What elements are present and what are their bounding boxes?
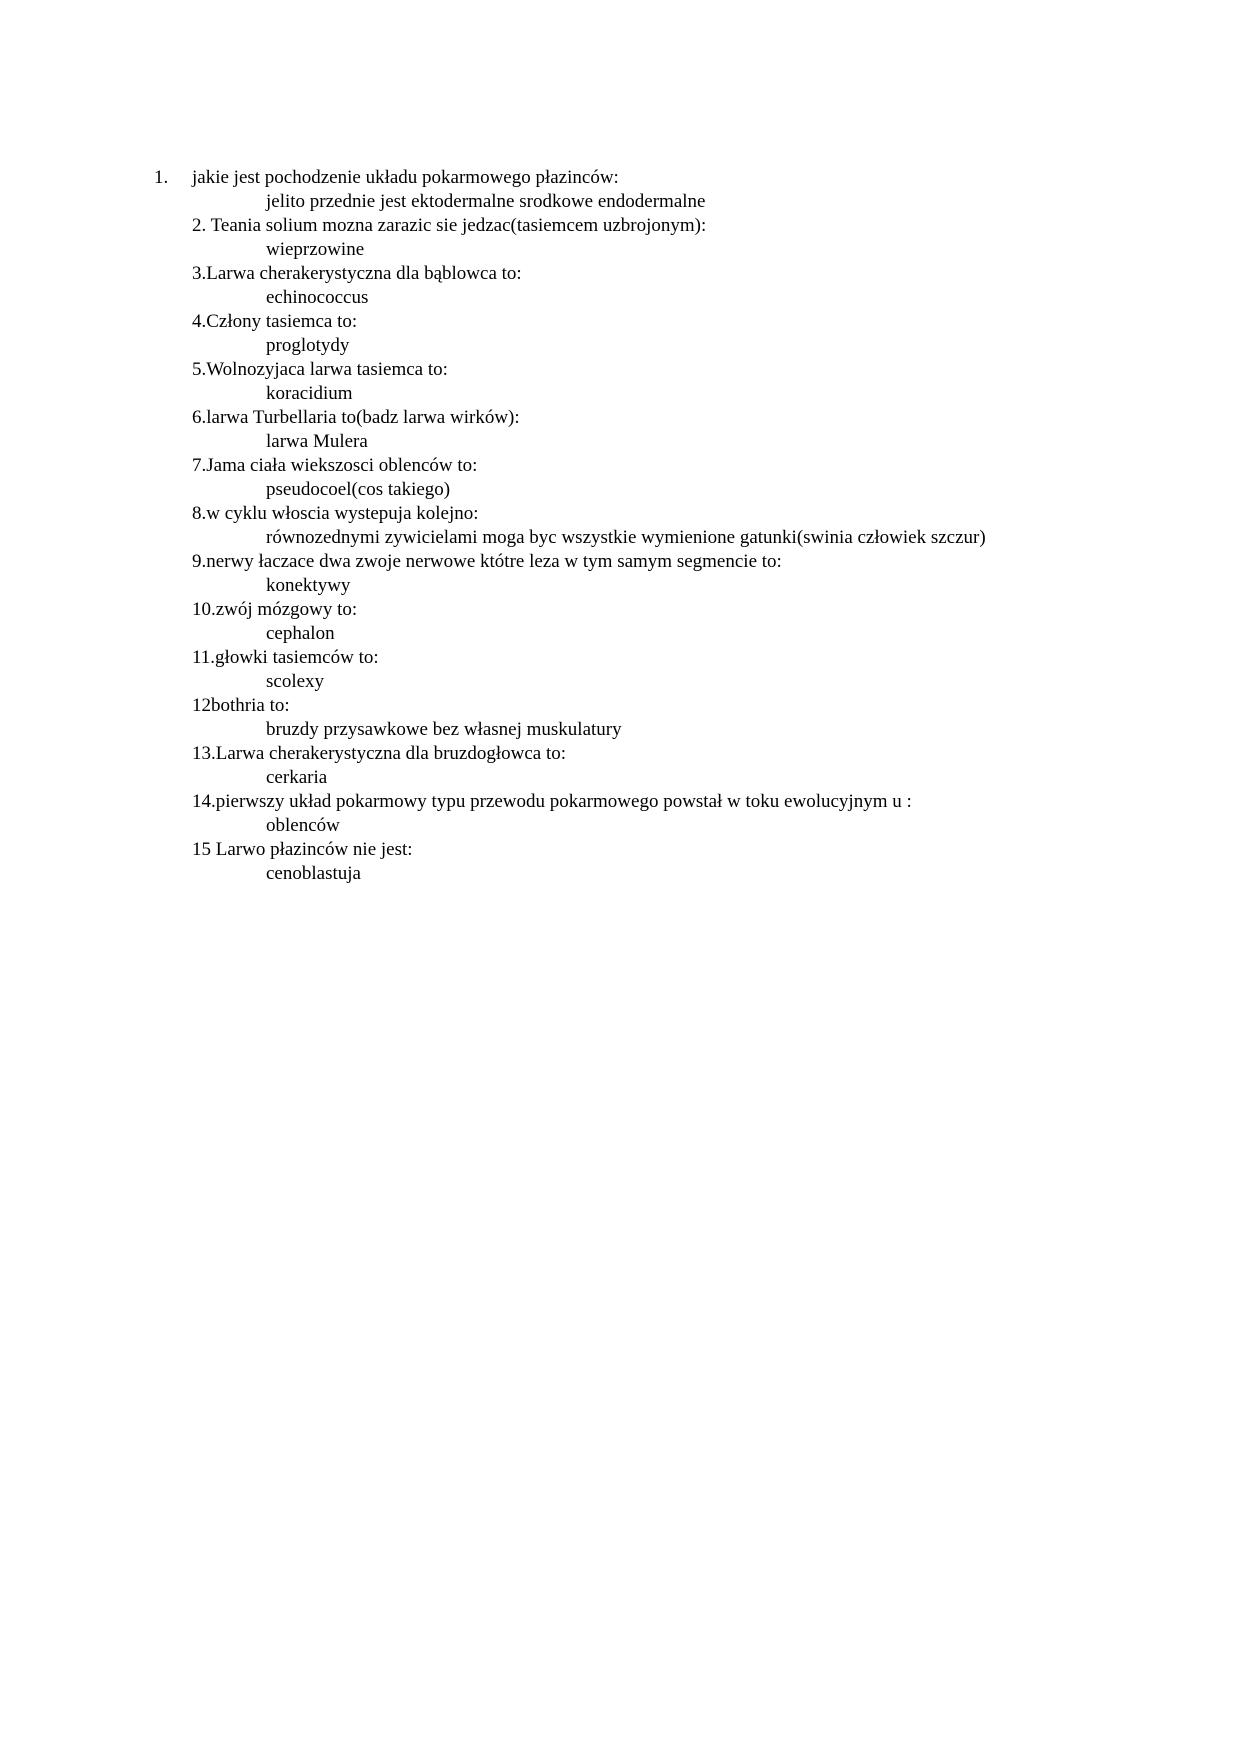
answer-line [0,190,1240,214]
question-line [0,790,1240,814]
question-line [0,646,1240,670]
question-line [0,838,1240,862]
answer-line [0,862,1240,886]
answer-line [0,718,1240,742]
question-line [0,406,1240,430]
question-list [0,166,1240,886]
question-text: 13.Larwa cherakerystyczna dla bruzdogłowca to: [192,743,567,764]
answer-line [0,334,1240,358]
question-line [0,454,1240,478]
question-text: 7.Jama ciała wiekszosci oblenców to: [192,455,478,476]
answer-line [0,814,1240,838]
question-line [0,550,1240,574]
question-line [0,598,1240,622]
question-text: 4.Człony tasiemca to: [192,311,358,332]
question-text: 11.głowki tasiemców to: [192,647,379,668]
question-text: 12bothria to: [192,695,290,716]
answer-line [0,286,1240,310]
question-text: 2. Teania solium mozna zarazic sie jedzac(tasiemcem uzbrojonym): [192,215,707,236]
question-line [0,166,1240,190]
answer-line [0,574,1240,598]
answer-text: bruzdy przysawkowe bez własnej muskulatury [266,719,622,740]
question-line [0,262,1240,286]
answer-text: konektywy [266,575,351,596]
answer-text: oblenców [266,815,340,836]
question-text: 5.Wolnozyjaca larwa tasiemca to: [192,359,448,380]
answer-text: koracidium [266,383,353,404]
answer-text: wieprzowine [266,239,365,260]
question-line [0,502,1240,526]
answer-text: echinococcus [266,287,369,308]
answer-text: proglotydy [266,335,350,356]
answer-text: larwa Mulera [266,431,368,452]
question-text: jakie jest pochodzenie układu pokarmowego płazinców: [192,167,619,188]
question-line [0,214,1240,238]
question-line [0,358,1240,382]
question-text: 8.w cyklu włoscia wystepuja kolejno: [192,503,479,524]
answer-text: jelito przednie jest ektodermalne srodkowe endodermalne [266,191,706,212]
answer-line [0,478,1240,502]
answer-line [0,670,1240,694]
question-text: 10.zwój mózgowy to: [192,599,358,620]
answer-line [0,430,1240,454]
answer-line [0,382,1240,406]
question-line [0,694,1240,718]
answer-text: cerkaria [266,767,328,788]
answer-text: cenoblastuja [266,863,361,884]
answer-line [0,238,1240,262]
question-number: 1. [154,167,169,188]
answer-text: równozednymi zywicielami moga byc wszystkie wymienione gatunki(swinia człowiek szczur) [266,527,986,548]
answer-line [0,766,1240,790]
question-text: 15 Larwo płazinców nie jest: [192,839,413,860]
question-line [0,742,1240,766]
question-text: 14.pierwszy układ pokarmowy typu przewodu pokarmowego powstał w toku ewolucyjnym u : [192,791,912,812]
answer-line [0,622,1240,646]
answer-text: cephalon [266,623,335,644]
answer-line [0,526,1240,550]
answer-text: pseudocoel(cos takiego) [266,479,451,500]
question-text: 3.Larwa cherakerystyczna dla bąblowca to: [192,263,522,284]
question-text: 6.larwa Turbellaria to(badz larwa wirków): [192,407,520,428]
question-line [0,310,1240,334]
answer-text: scolexy [266,671,325,692]
question-text: 9.nerwy łaczace dwa zwoje nerwowe któtre leza w tym samym segmencie to: [192,551,782,572]
